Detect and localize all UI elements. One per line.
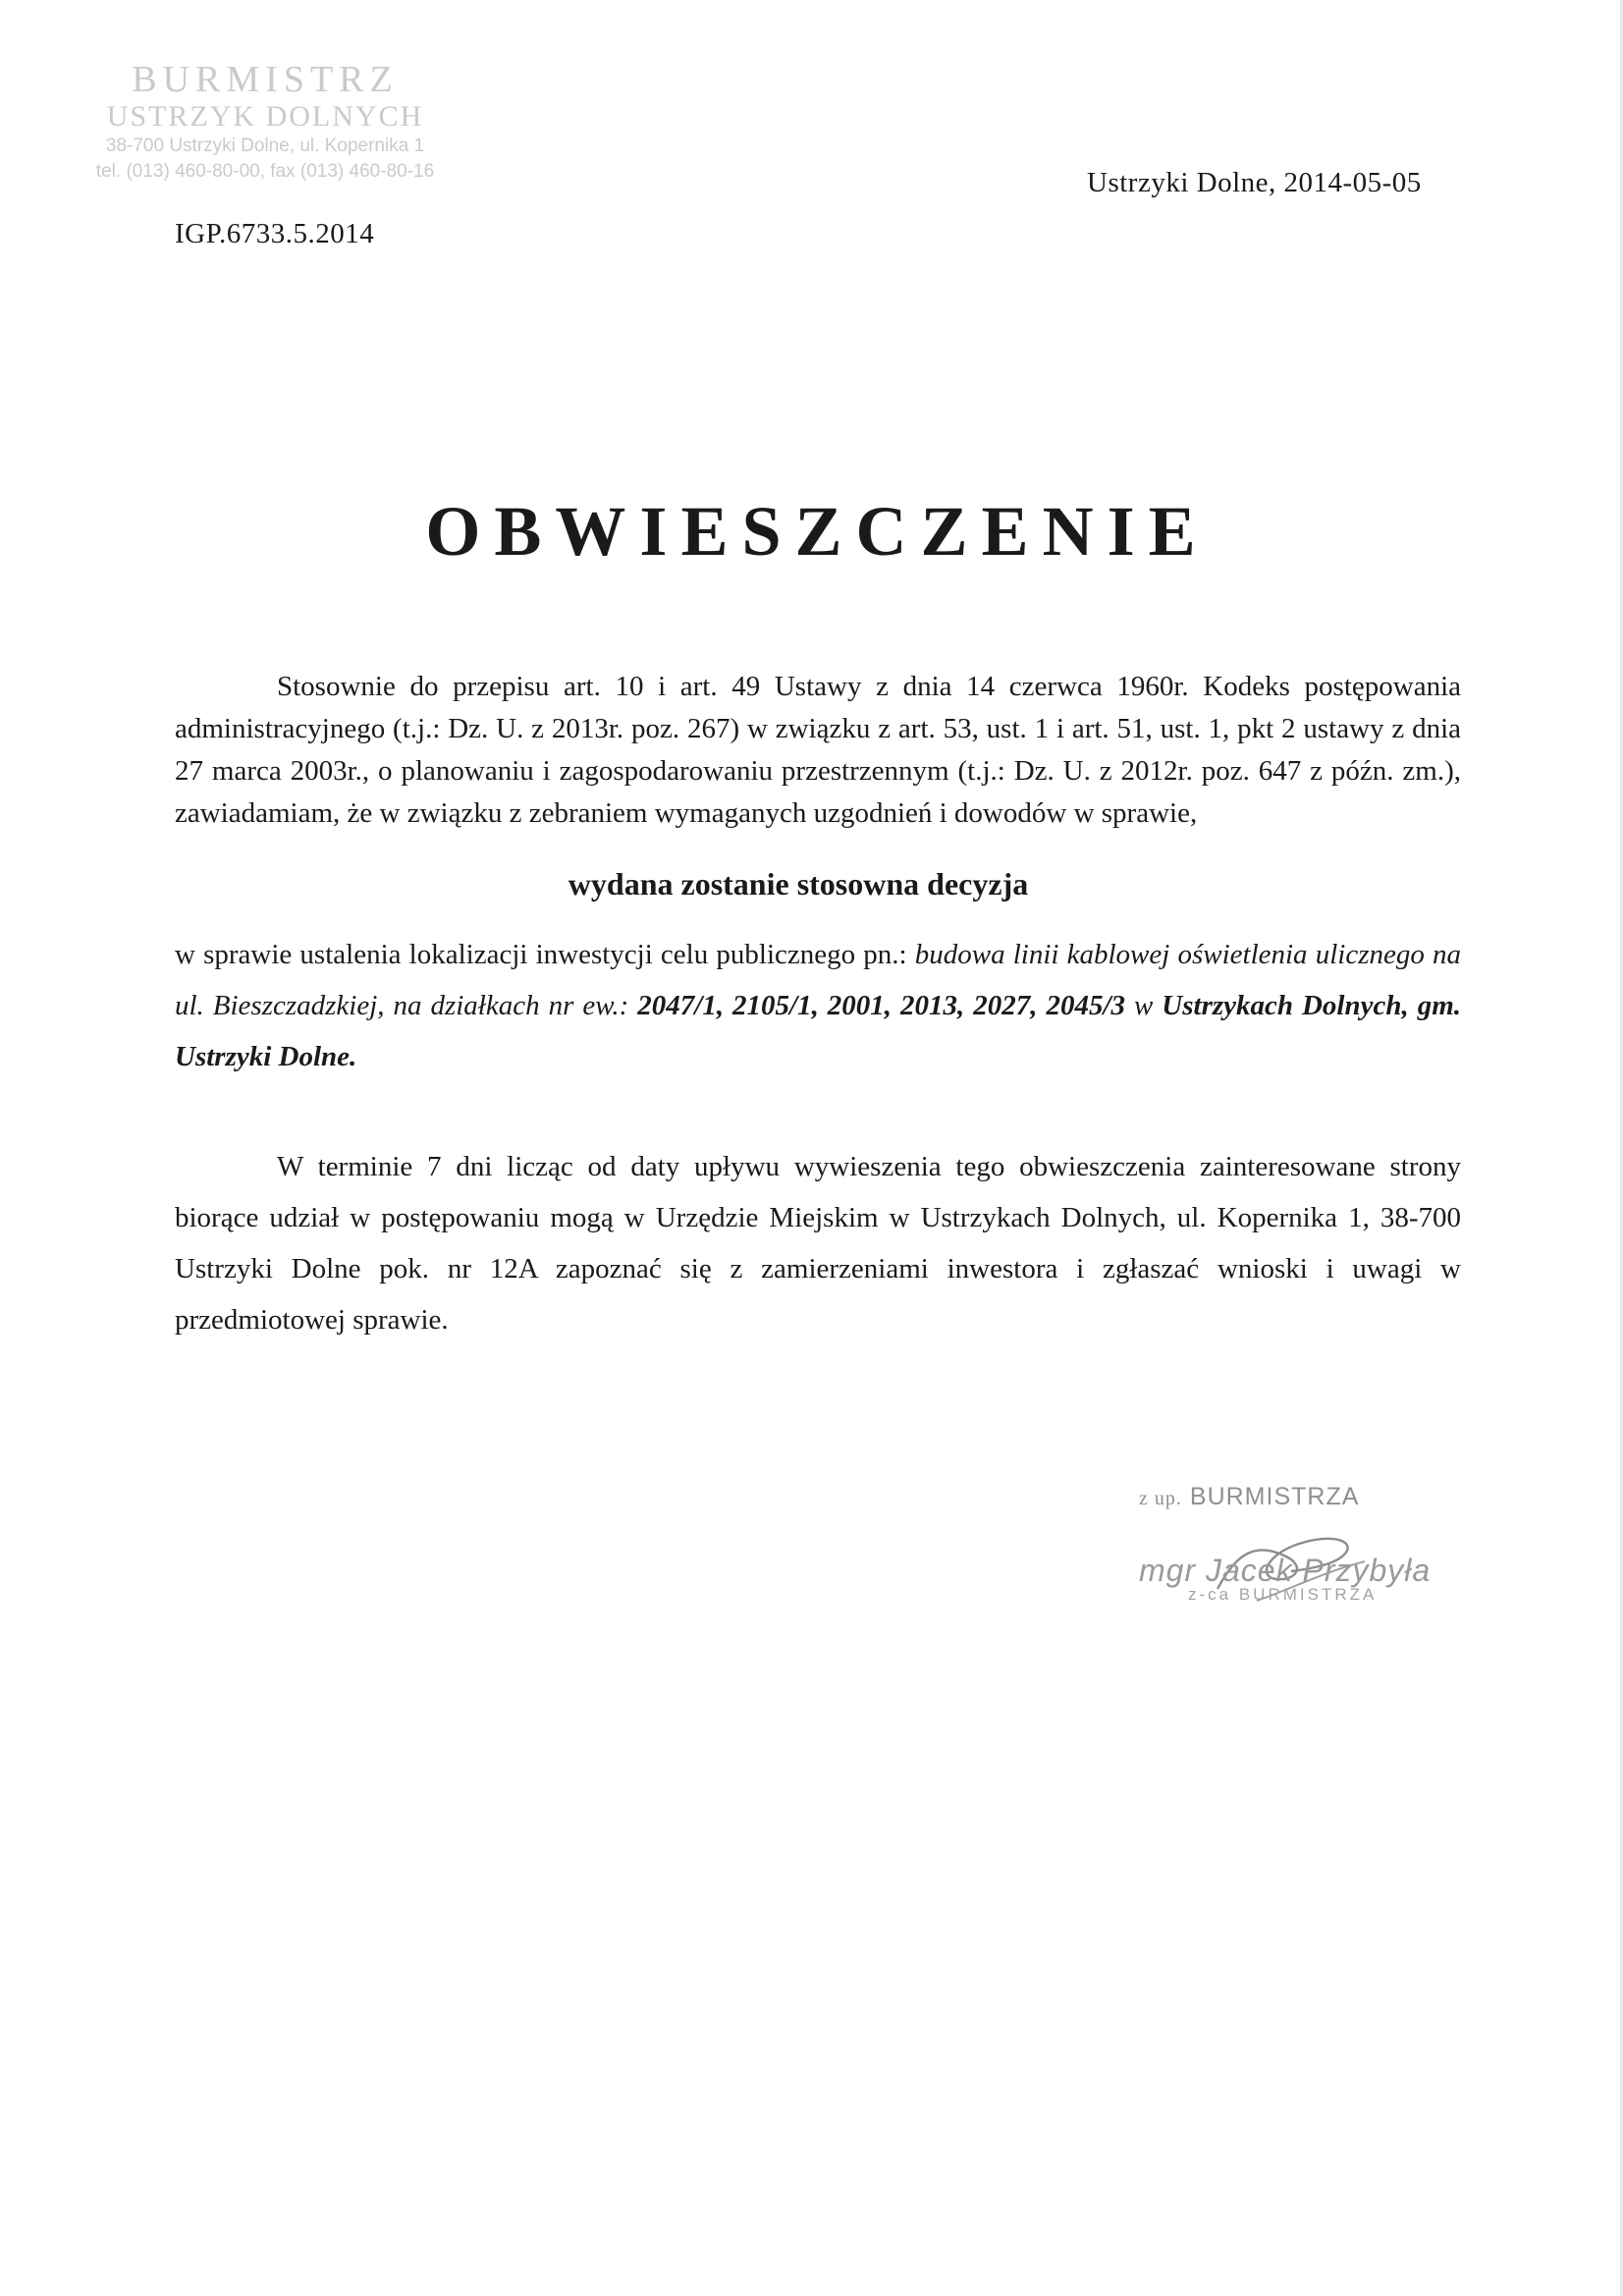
signature-header — [1139, 1483, 1473, 1511]
investment-connector: w — [1125, 990, 1163, 1021]
signatory-function: z-ca BURMISTRZA — [1188, 1585, 1378, 1604]
investment-lead: w sprawie ustalenia lokalizacji inwestycji celu publicznego pn.: — [175, 939, 915, 970]
signatory-name: mgr Jacek Przybyła — [1139, 1553, 1432, 1588]
signature-block — [1139, 1483, 1473, 1605]
signature-title: BURMISTRZA — [1189, 1483, 1360, 1510]
document-title: OBWIESZCZENIE — [425, 492, 1210, 571]
document-number: IGP.6733.5.2014 — [175, 218, 375, 249]
document-body — [175, 666, 1461, 1345]
signature-zup: z up. — [1139, 1488, 1182, 1509]
paragraph-deadline: W terminie 7 dni licząc od daty upływu wywieszenia tego obwieszczenia zainteresowane strony biorące udział w postępowaniu mogą w Urzędzie Miejskim w Ustrzykach Dolnych, ul. Kopernika 1, 38-700 Ustrzyki Dolne pok. nr 12A zapoznać się z zamierzeniami inwestora i zgłaszać wnioski i uwagi w przedmiotowej sprawie. — [175, 1151, 1461, 1336]
investment-description: budowa linii kablowej oświetlenia ulicznego na ul. Bieszczadzkiej, na działkach nr ew.: — [175, 939, 1462, 1021]
paragraph-legal-basis: Stosownie do przepisu art. 10 i art. 49 Ustawy z dnia 14 czerwca 1960r. Kodeks postępowania administracyjnego (t.j.: Dz. U. z 2013r. poz. 267) w związku z art. 53, ust. 1 i art. 51, ust. 1, pkt 2 ustawy z dnia 27 marca 2003r., o planowaniu i zagospodarowaniu przestrzennym (t.j.: Dz. U. z 2012r. poz. 647 z późn. zm.), zawiadamiam, że w związku z zebraniem wymaganych uzgodnień i dowodów w sprawie, — [175, 671, 1461, 829]
stamp-line-4: tel. (013) 460-80-00, fax (013) 460-80-16 — [95, 161, 435, 182]
plot-numbers: 2047/1, 2105/1, 2001, 2013, 2027, 2045/3 — [637, 990, 1126, 1021]
decision-statement: wydana zostanie stosowna decyzja — [568, 866, 1029, 902]
stamp-line-2: USTRZYK DOLNYCH — [106, 100, 424, 133]
office-stamp — [69, 59, 461, 185]
stamp-line-1: BURMISTRZ — [132, 59, 399, 100]
paragraph-investment — [175, 929, 1461, 1082]
stamp-line-3: 38-700 Ustrzyki Dolne, ul. Kopernika 1 — [105, 136, 425, 156]
place-date: Ustrzyki Dolne, 2014-05-05 — [1087, 167, 1422, 198]
investment-location: Ustrzykach Dolnych, gm. Ustrzyki Dolne. — [175, 990, 1462, 1072]
